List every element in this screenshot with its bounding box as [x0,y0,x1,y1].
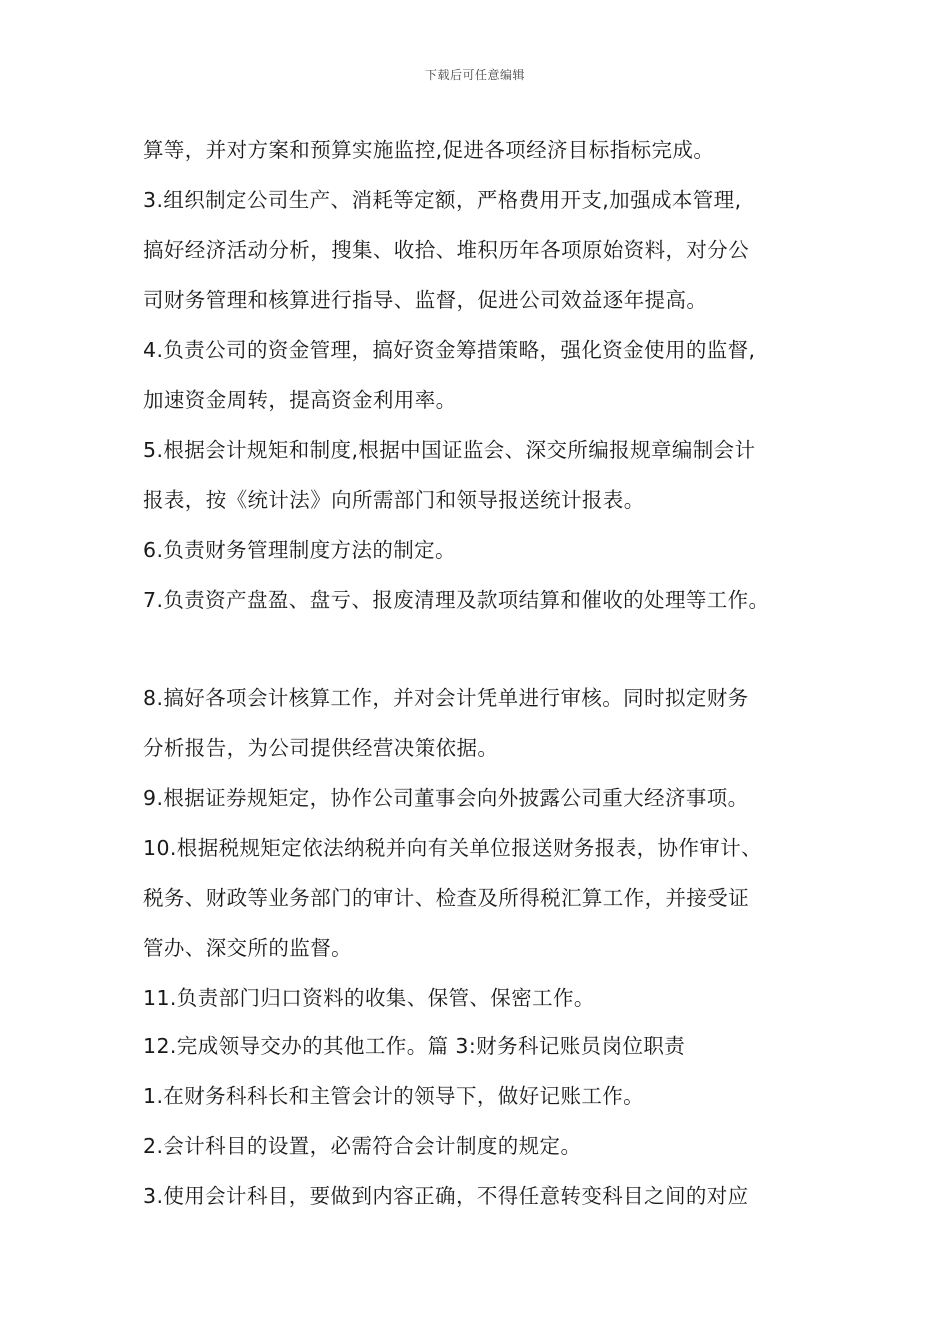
body-line: 6.负责财务管理制度方法的制定。 [143,538,456,562]
body-line: 10.根据税规矩定依法纳税并向有关单位报送财务报表，协作审计、 [143,836,762,860]
body-line: 算等，并对方案和预算实施监控,促进各项经济目标指标完成。 [143,138,715,162]
body-line: 加速资金周转，提高资金利用率。 [143,388,457,412]
body-line: 分析报告，为公司提供经营决策依据。 [143,736,499,760]
body-line: 税务、财政等业务部门的审计、检查及所得税汇算工作，并接受证 [143,886,750,910]
body-line: 司财务管理和核算进行指导、监督，促进公司效益逐年提高。 [143,288,708,312]
body-line: 1.在财务科科长和主管会计的领导下，做好记账工作。 [143,1084,645,1108]
body-line: 12.完成领导交办的其他工作。篇 3:财务科记账员岗位职责 [143,1034,686,1058]
body-line: 5.根据会计规矩和制度,根据中国证监会、深交所编报规章编制会计 [143,438,756,462]
page-header: 下载后可任意编辑 [424,68,525,82]
body-line: 报表，按《统计法》向所需部门和领导报送统计报表。 [143,488,645,512]
body-line: 3.使用会计科目，要做到内容正确，不得任意转变科目之间的对应 [143,1184,749,1208]
body-line: 9.根据证券规矩定，协作公司董事会向外披露公司重大经济事项。 [143,786,749,810]
body-line: 管办、深交所的监督。 [143,936,352,960]
body-line: 8.搞好各项会计核算工作，并对会计凭单进行审核。同时拟定财务 [143,686,749,710]
body-line: 3.组织制定公司生产、消耗等定额，严格费用开支,加强成本管理, [143,188,742,212]
body-line: 2.会计科目的设置，必需符合会计制度的规定。 [143,1134,582,1158]
body-line: 11.负责部门归口资料的收集、保管、保密工作。 [143,986,595,1010]
body-line: 4.负责公司的资金管理，搞好资金筹措策略，强化资金使用的监督, [143,338,756,362]
body-line: 搞好经济活动分析，搜集、收拾、堆积历年各项原始资料，对分公 [143,238,750,262]
body-line: 7.负责资产盘盈、盘亏、报废清理及款项结算和催收的处理等工作。 [143,588,770,612]
